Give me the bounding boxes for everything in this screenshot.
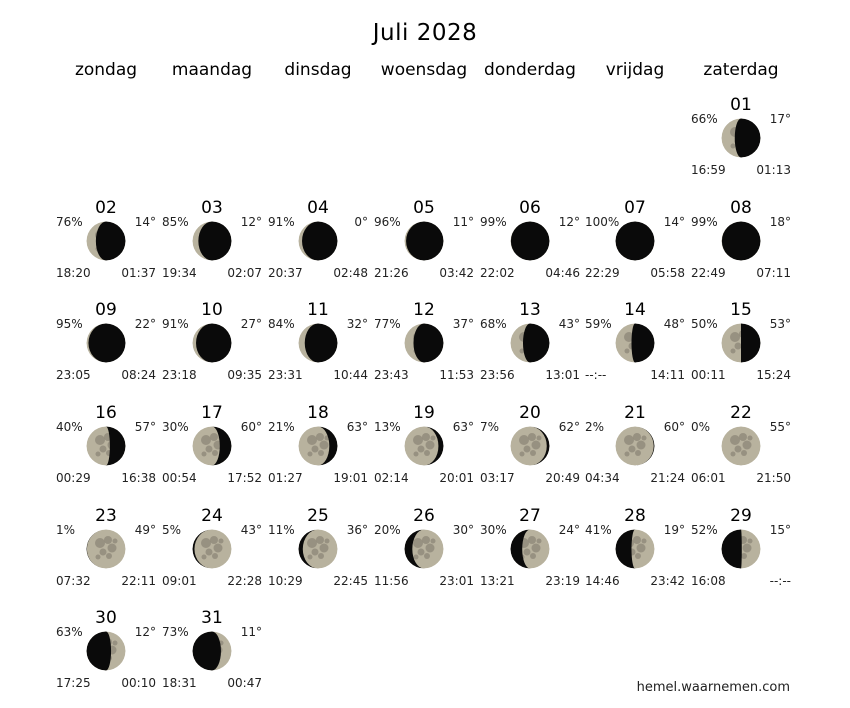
moonset-time: --:-- (769, 574, 791, 588)
moon-phase-icon (192, 631, 232, 671)
day-number: 07 (624, 198, 646, 218)
moon-altitude: 43° (558, 317, 580, 331)
day-cell (480, 300, 580, 400)
moon-altitude: 12° (240, 215, 262, 229)
day-number: 05 (413, 198, 435, 218)
weekday-label: maandag (171, 60, 253, 80)
moonrise-time: 04:34 (585, 471, 620, 485)
calendar-title: Juli 2028 (372, 20, 478, 46)
illumination-percent: 13% (374, 420, 401, 434)
day-cell (691, 95, 791, 195)
day-number: 26 (413, 506, 435, 526)
moonset-time: 20:01 (439, 471, 474, 485)
day-number: 20 (519, 403, 541, 423)
moonrise-time: 23:56 (480, 368, 515, 382)
day-cell (162, 198, 262, 298)
moon-phase-icon (404, 426, 444, 466)
day-number: 19 (413, 403, 435, 423)
moon-altitude: 32° (346, 317, 368, 331)
moon-phase-icon (86, 221, 126, 261)
illumination-percent: 30% (480, 523, 507, 537)
day-number: 03 (201, 198, 223, 218)
moon-phase-icon (615, 323, 655, 363)
day-number: 24 (201, 506, 223, 526)
day-number: 23 (95, 506, 117, 526)
day-cell (162, 608, 262, 708)
day-cell (480, 403, 580, 503)
day-cell (691, 300, 791, 400)
moon-altitude: 12° (134, 625, 156, 639)
day-number: 30 (95, 608, 117, 628)
day-number: 31 (201, 608, 223, 628)
day-number: 12 (413, 300, 435, 320)
moon-altitude: 27° (240, 317, 262, 331)
day-number: 11 (307, 300, 329, 320)
moonset-time: 13:01 (545, 368, 580, 382)
illumination-percent: 41% (585, 523, 612, 537)
day-cell (268, 300, 368, 400)
moonset-time: 02:48 (333, 266, 368, 280)
moonrise-time: 18:20 (56, 266, 91, 280)
moon-altitude: 60° (663, 420, 685, 434)
illumination-percent: 59% (585, 317, 612, 331)
moon-phase-icon (615, 426, 655, 466)
day-cell (585, 198, 685, 298)
moonset-time: 20:49 (545, 471, 580, 485)
moonset-time: 07:11 (756, 266, 791, 280)
moon-altitude: 12° (558, 215, 580, 229)
weekday-label: zaterdag (703, 60, 779, 80)
moonrise-time: 13:21 (480, 574, 515, 588)
illumination-percent: 73% (162, 625, 189, 639)
moonrise-time: 18:31 (162, 676, 197, 690)
day-cell (56, 300, 156, 400)
moonset-time: 17:52 (227, 471, 262, 485)
day-cell (162, 403, 262, 503)
moonset-time: 01:37 (121, 266, 156, 280)
moonset-time: 01:13 (756, 163, 791, 177)
moon-altitude: 63° (452, 420, 474, 434)
moon-altitude: 36° (346, 523, 368, 537)
moonrise-time: 02:14 (374, 471, 409, 485)
moonset-time: 23:19 (545, 574, 580, 588)
moonset-time: 22:28 (227, 574, 262, 588)
moon-altitude: 53° (769, 317, 791, 331)
moon-phase-icon (721, 221, 761, 261)
illumination-percent: 99% (691, 215, 718, 229)
illumination-percent: 95% (56, 317, 83, 331)
moon-altitude: 14° (134, 215, 156, 229)
day-number: 10 (201, 300, 223, 320)
illumination-percent: 5% (162, 523, 182, 537)
moonrise-time: 23:31 (268, 368, 303, 382)
day-number: 04 (307, 198, 329, 218)
day-cell (56, 198, 156, 298)
moonrise-time: 09:01 (162, 574, 197, 588)
day-cell (374, 506, 474, 606)
moon-phase-icon (298, 221, 338, 261)
day-cell (374, 198, 474, 298)
moonset-time: 04:46 (545, 266, 580, 280)
moonrise-time: 22:02 (480, 266, 515, 280)
moonset-time: 09:35 (227, 368, 262, 382)
illumination-percent: 52% (691, 523, 718, 537)
moon-altitude: 24° (558, 523, 580, 537)
day-cell (56, 403, 156, 503)
illumination-percent: 84% (268, 317, 295, 331)
moon-phase-icon (86, 426, 126, 466)
moonrise-time: 00:54 (162, 471, 197, 485)
moon-phase-icon (86, 323, 126, 363)
moonrise-time: 01:27 (268, 471, 303, 485)
day-cell (585, 506, 685, 606)
day-number: 17 (201, 403, 223, 423)
moon-phase-icon (721, 426, 761, 466)
moonset-time: 10:44 (333, 368, 368, 382)
moon-phase-icon (298, 529, 338, 569)
weekday-label: dinsdag (284, 60, 352, 80)
moonset-time: 23:42 (650, 574, 685, 588)
moonset-time: 15:24 (756, 368, 791, 382)
moon-phase-icon (192, 529, 232, 569)
moonset-time: 02:07 (227, 266, 262, 280)
moonrise-time: 23:05 (56, 368, 91, 382)
moon-altitude: 22° (134, 317, 156, 331)
moon-altitude: 63° (346, 420, 368, 434)
day-cell (162, 300, 262, 400)
moonrise-time: 20:37 (268, 266, 303, 280)
day-number: 02 (95, 198, 117, 218)
weekday-label: zondag (74, 60, 138, 80)
illumination-percent: 50% (691, 317, 718, 331)
moonrise-time: 23:18 (162, 368, 197, 382)
day-cell (56, 608, 156, 708)
moon-altitude: 60° (240, 420, 262, 434)
moonrise-time: 22:29 (585, 266, 620, 280)
source-credit: hemel.waarnemen.com (636, 680, 790, 695)
day-cell (585, 403, 685, 503)
illumination-percent: 40% (56, 420, 83, 434)
moonrise-time: 03:17 (480, 471, 515, 485)
illumination-percent: 99% (480, 215, 507, 229)
day-number: 09 (95, 300, 117, 320)
moon-phase-icon (510, 426, 550, 466)
day-number: 21 (624, 403, 646, 423)
day-cell (691, 403, 791, 503)
moon-altitude: 11° (452, 215, 474, 229)
day-number: 14 (624, 300, 646, 320)
illumination-percent: 63% (56, 625, 83, 639)
moon-phase-icon (510, 221, 550, 261)
day-number: 16 (95, 403, 117, 423)
moon-altitude: 14° (663, 215, 685, 229)
moon-phase-icon (510, 323, 550, 363)
moon-phase-icon (721, 323, 761, 363)
day-cell (585, 300, 685, 400)
day-cell (691, 506, 791, 606)
illumination-percent: 68% (480, 317, 507, 331)
day-number: 22 (730, 403, 752, 423)
day-cell (268, 403, 368, 503)
illumination-percent: 77% (374, 317, 401, 331)
moon-phase-icon (192, 221, 232, 261)
moonset-time: 22:11 (121, 574, 156, 588)
moon-altitude: 0° (354, 215, 368, 229)
day-number: 08 (730, 198, 752, 218)
illumination-percent: 30% (162, 420, 189, 434)
moonset-time: 05:58 (650, 266, 685, 280)
moon-phase-icon (86, 631, 126, 671)
moon-altitude: 57° (134, 420, 156, 434)
illumination-percent: 66% (691, 112, 718, 126)
illumination-percent: 7% (480, 420, 500, 434)
moon-altitude: 18° (769, 215, 791, 229)
moonset-time: 19:01 (333, 471, 368, 485)
moon-phase-icon (298, 426, 338, 466)
moonset-time: 03:42 (439, 266, 474, 280)
moon-altitude: 17° (769, 112, 791, 126)
moon-phase-icon (404, 323, 444, 363)
illumination-percent: 76% (56, 215, 83, 229)
weekday-label: woensdag (380, 60, 468, 80)
moonrise-time: 00:29 (56, 471, 91, 485)
day-cell (56, 506, 156, 606)
moonrise-time: 17:25 (56, 676, 91, 690)
moon-phase-icon (192, 426, 232, 466)
day-cell (480, 198, 580, 298)
day-cell (480, 506, 580, 606)
moonset-time: 21:24 (650, 471, 685, 485)
moonset-time: 11:53 (439, 368, 474, 382)
moon-phase-icon (721, 118, 761, 158)
moonset-time: 23:01 (439, 574, 474, 588)
moonset-time: 16:38 (121, 471, 156, 485)
day-cell (374, 403, 474, 503)
moonset-time: 00:47 (227, 676, 262, 690)
moon-altitude: 37° (452, 317, 474, 331)
moonset-time: 08:24 (121, 368, 156, 382)
moonrise-time: 19:34 (162, 266, 197, 280)
moon-altitude: 43° (240, 523, 262, 537)
moon-phase-icon (192, 323, 232, 363)
illumination-percent: 96% (374, 215, 401, 229)
moon-altitude: 55° (769, 420, 791, 434)
illumination-percent: 1% (56, 523, 76, 537)
moonset-time: 14:11 (650, 368, 685, 382)
day-number: 06 (519, 198, 541, 218)
illumination-percent: 20% (374, 523, 401, 537)
moon-phase-icon (721, 529, 761, 569)
moon-altitude: 62° (558, 420, 580, 434)
day-number: 25 (307, 506, 329, 526)
illumination-percent: 0% (691, 420, 711, 434)
moon-altitude: 49° (134, 523, 156, 537)
moonset-time: 21:50 (756, 471, 791, 485)
moonrise-time: 07:32 (56, 574, 91, 588)
moonrise-time: 00:11 (691, 368, 726, 382)
day-cell (691, 198, 791, 298)
moonrise-time: 16:08 (691, 574, 726, 588)
moon-altitude: 19° (663, 523, 685, 537)
moon-altitude: 48° (663, 317, 685, 331)
illumination-percent: 2% (585, 420, 605, 434)
moon-phase-icon (510, 529, 550, 569)
day-number: 13 (519, 300, 541, 320)
illumination-percent: 85% (162, 215, 189, 229)
moon-phase-icon (404, 529, 444, 569)
moon-phase-icon (404, 221, 444, 261)
moonset-time: 22:45 (333, 574, 368, 588)
day-number: 18 (307, 403, 329, 423)
moonrise-time: 21:26 (374, 266, 409, 280)
moon-altitude: 30° (452, 523, 474, 537)
moonrise-time: 11:56 (374, 574, 409, 588)
moon-phase-icon (298, 323, 338, 363)
moon-phase-icon (86, 529, 126, 569)
day-cell (162, 506, 262, 606)
day-number: 01 (730, 95, 752, 115)
moon-phase-icon (615, 221, 655, 261)
moon-altitude: 15° (769, 523, 791, 537)
weekday-label: donderdag (484, 60, 576, 80)
illumination-percent: 91% (268, 215, 295, 229)
moonrise-time: 06:01 (691, 471, 726, 485)
day-cell (268, 198, 368, 298)
day-number: 29 (730, 506, 752, 526)
illumination-percent: 91% (162, 317, 189, 331)
illumination-percent: 100% (585, 215, 620, 229)
day-number: 15 (730, 300, 752, 320)
moonset-time: 00:10 (121, 676, 156, 690)
moon-phase-icon (615, 529, 655, 569)
moonrise-time: 14:46 (585, 574, 620, 588)
moonrise-time: 16:59 (691, 163, 726, 177)
moonrise-time: 22:49 (691, 266, 726, 280)
day-cell (374, 300, 474, 400)
moon-altitude: 11° (240, 625, 262, 639)
moonrise-time: 10:29 (268, 574, 303, 588)
illumination-percent: 11% (268, 523, 295, 537)
day-cell (268, 506, 368, 606)
day-number: 27 (519, 506, 541, 526)
weekday-label: vrijdag (605, 60, 665, 80)
moonrise-time: 23:43 (374, 368, 409, 382)
moonrise-time: --:-- (585, 368, 607, 382)
illumination-percent: 21% (268, 420, 295, 434)
day-number: 28 (624, 506, 646, 526)
